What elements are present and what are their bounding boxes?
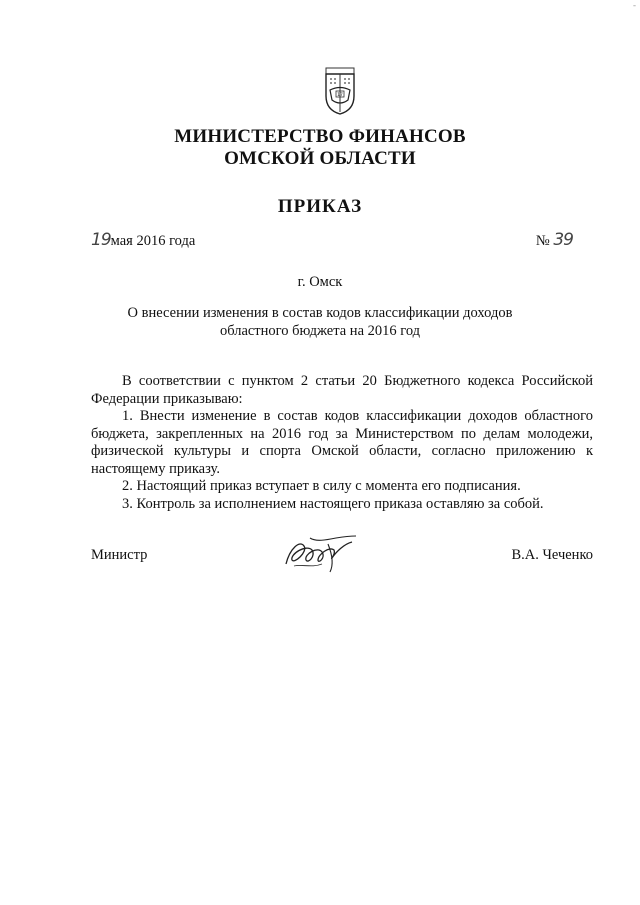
signatory-name: В.А. Чеченко: [511, 547, 593, 563]
signatory-title: Министр: [91, 547, 148, 563]
subject-line-1: О внесении изменения в состав кодов классификации доходов: [127, 305, 513, 321]
corner-mark: -: [633, 0, 636, 10]
signature-block: [91, 540, 593, 580]
svg-text:17: 17: [337, 93, 343, 98]
city: г. Омск: [297, 274, 343, 290]
body-intro: В соответствии с пунктом 2 статьи 20 Бюджетного кодекса Российской Федерации приказываю:: [91, 373, 593, 407]
order-body: [91, 373, 593, 513]
handwritten-signature-icon: [282, 534, 360, 574]
body-item-1: 1. Внести изменение в состав кодов классификации доходов областного бюджета, закрепленных на 2016 год за Министерством по делам молодежи, физической культуры и спорта Омской области, согласно приложению к настоящему приказу.: [91, 408, 593, 477]
ministry-line-2: ОМСКОЙ ОБЛАСТИ: [224, 148, 416, 169]
order-date: [91, 230, 195, 250]
date-day-handwritten: 19: [91, 230, 111, 250]
number-prefix: №: [535, 233, 550, 249]
date-rest: мая 2016 года: [110, 233, 196, 249]
number-value-handwritten: 39: [553, 230, 573, 250]
subject-line-2: областного бюджета на 2016 год: [219, 323, 421, 339]
coat-of-arms-icon: [322, 66, 358, 116]
order-number: [536, 230, 573, 250]
ministry-line-1: МИНИСТЕРСТВО ФИНАНСОВ: [174, 126, 466, 147]
document-type: ПРИКАЗ: [277, 196, 363, 217]
order-subject: [120, 304, 520, 340]
ministry-name: [0, 126, 640, 170]
body-item-2: 2. Настоящий приказ вступает в силу с момента его подписания.: [122, 478, 521, 494]
body-item-3: 3. Контроль за исполнением настоящего приказа оставляю за собой.: [122, 495, 544, 512]
